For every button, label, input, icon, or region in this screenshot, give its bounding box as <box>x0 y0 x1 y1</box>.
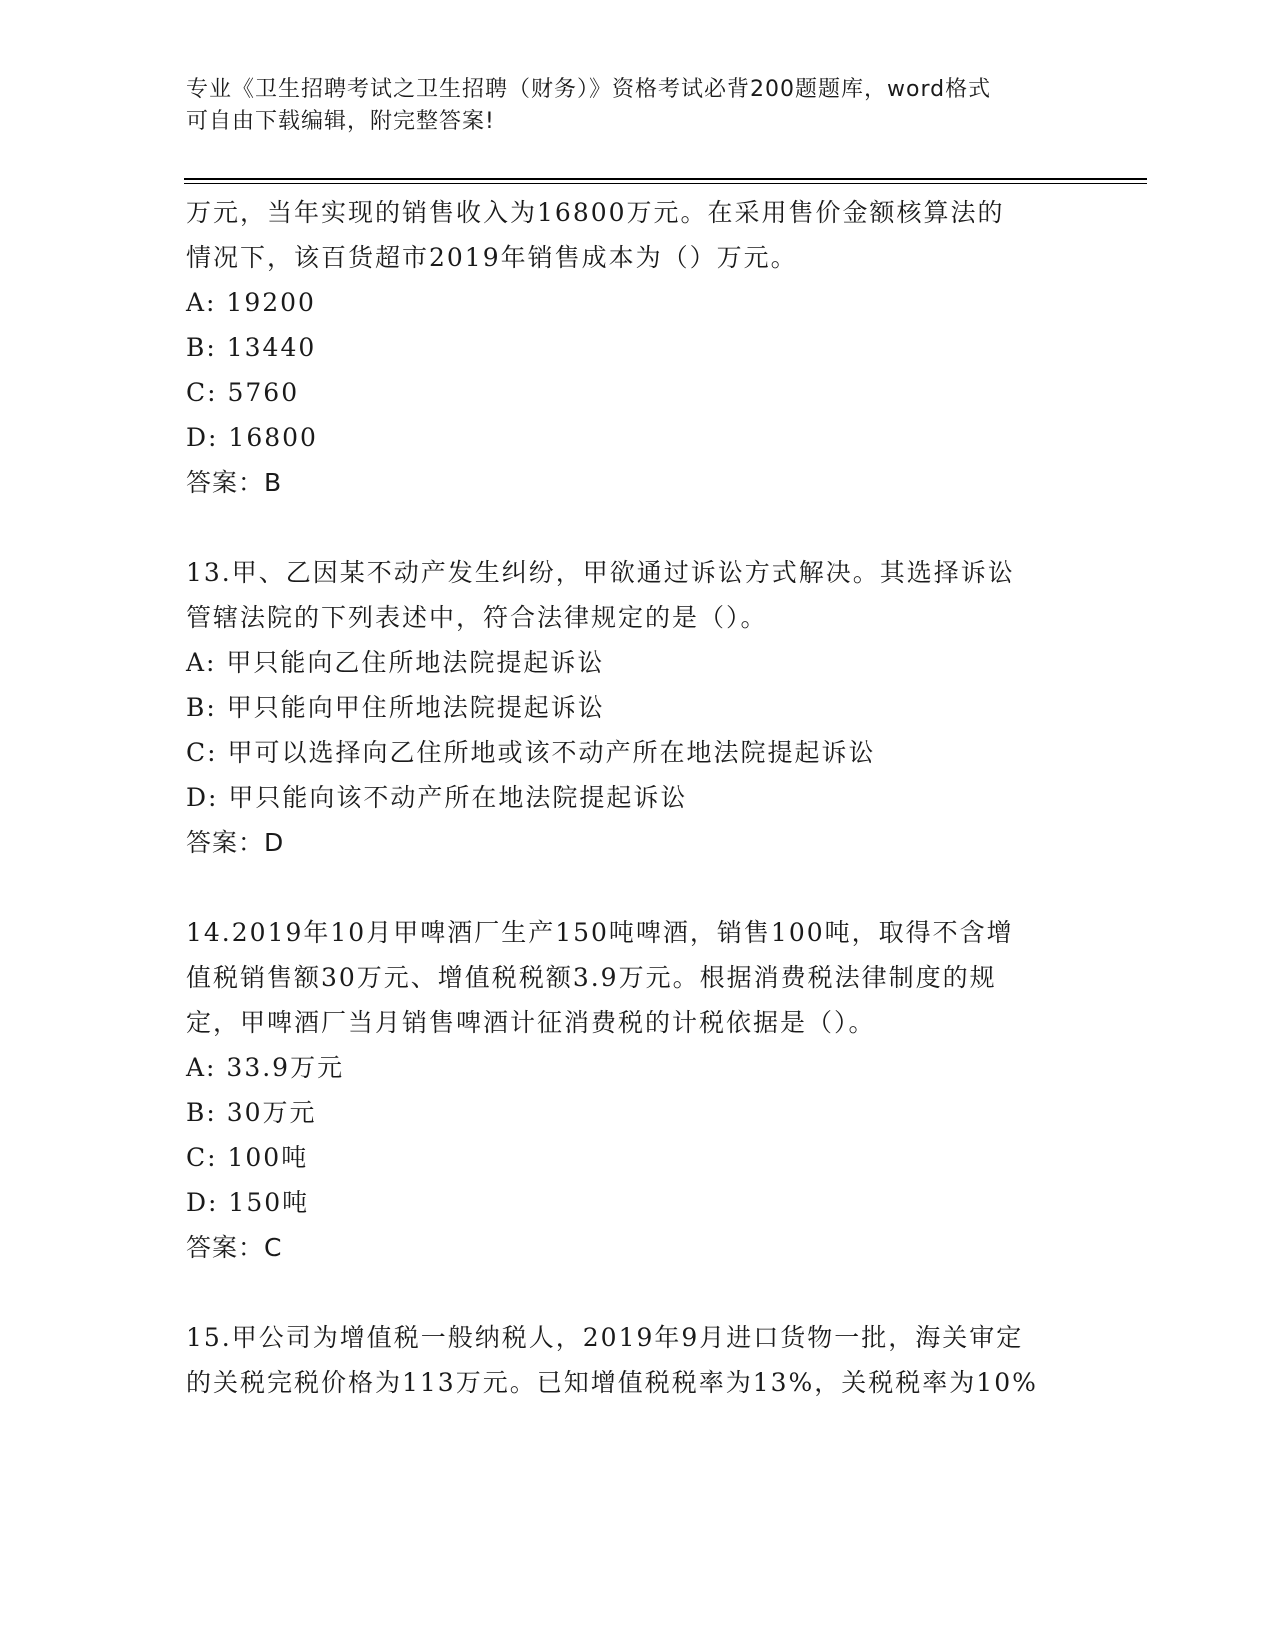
document-header <box>186 74 1086 138</box>
question-stem: 定，甲啤酒厂当月销售啤酒计征消费税的计税依据是（）。 <box>186 1008 876 1037</box>
question-14 <box>186 910 1086 1270</box>
spacer <box>186 505 1086 550</box>
option-d: D: 150吨 <box>186 1188 310 1217</box>
question-stem: 15.甲公司为增值税一般纳税人，2019年9月进口货物一批，海关审定 <box>186 1323 1024 1352</box>
question-stem: 值税销售额30万元、增值税税额3.9万元。根据消费税法律制度的规 <box>186 963 997 992</box>
header-title-line1: 专业《卫生招聘考试之卫生招聘（财务）》资格考试必背200题题库，word格式 <box>186 77 992 102</box>
option-a: A: 甲只能向乙住所地法院提起诉讼 <box>186 648 605 677</box>
spacer <box>186 1270 1086 1315</box>
option-b: B: 30万元 <box>186 1098 317 1127</box>
header-title-line2: 可自由下载编辑，附完整答案! <box>186 109 495 134</box>
answer-label: 答案：D <box>186 828 285 857</box>
option-c: C: 100吨 <box>186 1143 309 1172</box>
question-stem: 的关税完税价格为113万元。已知增值税税率为13%，关税税率为10% <box>186 1368 1038 1397</box>
question-13 <box>186 550 1086 865</box>
question-stem: 管辖法院的下列表述中，符合法律规定的是（）。 <box>186 603 768 632</box>
option-d: D: 16800 <box>186 423 318 452</box>
option-a: A: 19200 <box>186 288 316 317</box>
option-c: C: 5760 <box>186 378 300 407</box>
question-stem: 13.甲、乙因某不动产发生纠纷，甲欲通过诉讼方式解决。其选择诉讼 <box>186 558 1015 587</box>
option-b: B: 甲只能向甲住所地法院提起诉讼 <box>186 693 605 722</box>
spacer <box>186 865 1086 910</box>
option-c: C: 甲可以选择向乙住所地或该不动产所在地法院提起诉讼 <box>186 738 876 767</box>
option-d: D: 甲只能向该不动产所在地法院提起诉讼 <box>186 783 688 812</box>
question-stem: 14.2019年10月甲啤酒厂生产150吨啤酒，销售100吨，取得不含增 <box>186 918 1014 947</box>
question-stem: 万元，当年实现的销售收入为16800万元。在采用售价金额核算法的 <box>186 198 1005 227</box>
header-divider-thin <box>184 183 1147 184</box>
option-a: A: 33.9万元 <box>186 1053 345 1082</box>
question-12 <box>186 190 1086 505</box>
answer-label: 答案：B <box>186 468 283 497</box>
document-body <box>186 190 1086 1405</box>
header-divider-thick <box>184 178 1147 180</box>
option-b: B: 13440 <box>186 333 317 362</box>
question-15 <box>186 1315 1086 1405</box>
answer-label: 答案：C <box>186 1233 283 1262</box>
question-stem: 情况下，该百货超市2019年销售成本为（）万元。 <box>186 243 798 272</box>
